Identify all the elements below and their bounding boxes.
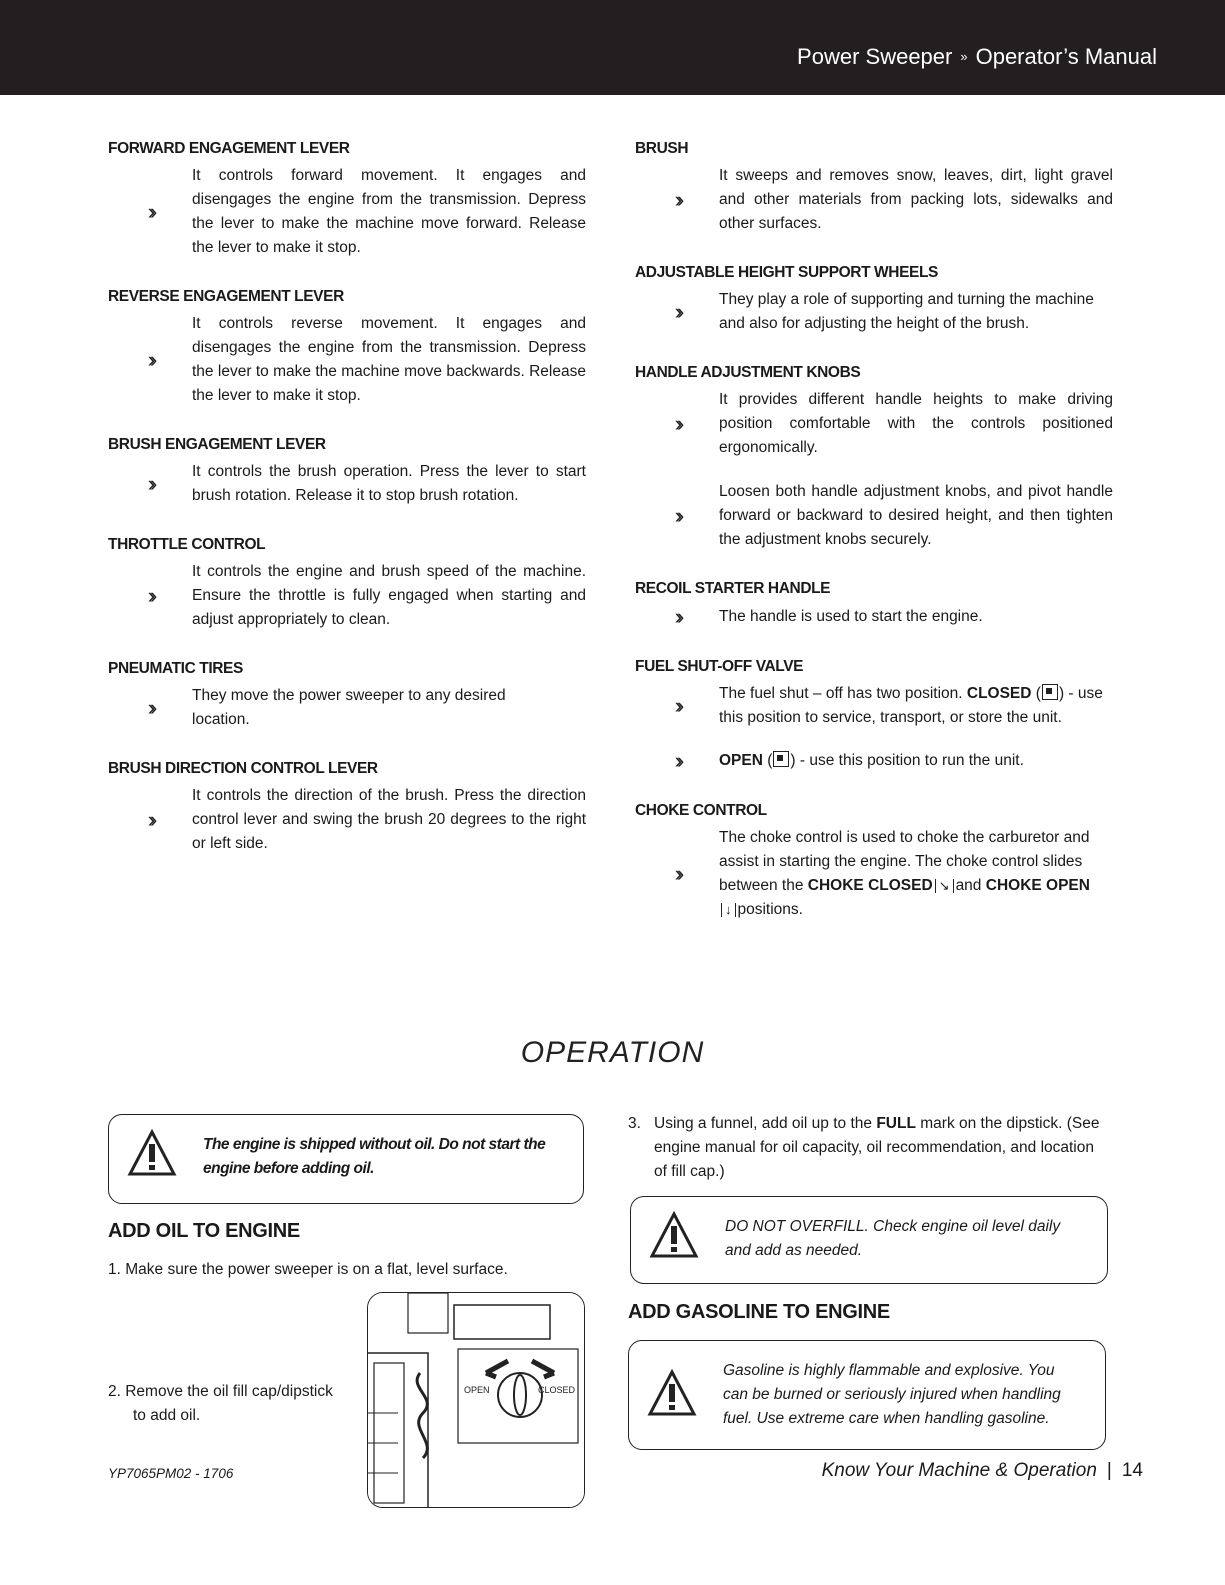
section-choke [635,802,1113,922]
list-item [635,388,1113,460]
left-column [108,140,586,866]
section-title: FUEL SHUT-OFF VALVE [635,658,804,675]
list-item [108,312,586,408]
page-header [0,0,1225,95]
figure-closed-label: CLOSED [538,1385,576,1395]
section-title: THROTTLE CONTROL [108,536,266,553]
choke-open-icon: ↓ [721,903,736,917]
chevron-icon: ›› [147,199,153,224]
list-item [108,560,586,632]
item-text: Loosen both handle adjustment knobs, and pivot handle forward or backward to desired height, and then tighten the adjustment knobs securely. [719,483,1113,548]
section-title: FORWARD ENGAGEMENT LEVER [108,140,350,157]
choke-closed-label: CHOKE CLOSED [807,877,933,894]
chevron-icon: ›› [147,807,153,832]
step-1: 1. Make sure the power sweeper is on a flat, level surface. [108,1261,508,1278]
list-item [635,164,1113,236]
valve-open-icon [773,751,789,767]
fuel-valve-illustration [368,1293,584,1507]
section-title: BRUSH DIRECTION CONTROL LEVER [108,760,378,777]
section-forward [108,140,586,260]
item-text: It sweeps and removes snow, leaves, dirt, light gravel and other materials from packing lots, sidewalks and other surfaces. [719,167,1113,232]
item-text: It controls the direction of the brush. Press the direction control lever and swing the brush 20 degrees to the right or left side. [192,787,586,852]
list-item [635,604,1113,630]
warning-icon [649,1211,699,1259]
list-item [108,164,586,260]
section-title: REVERSE ENGAGEMENT LEVER [108,288,344,305]
page-number: 14 [1121,1460,1143,1481]
closed-label: CLOSED [966,685,1032,702]
list-item [108,784,586,856]
warning-box-oil [108,1114,584,1204]
step-2: 2. Remove the oil fill cap/dipstick to add oil. [108,1383,333,1424]
chevron-icon: ›› [674,861,680,886]
chevron-icon: ›› [674,411,680,436]
list-item [635,682,1113,730]
warning-box-overfill [630,1196,1108,1284]
warning-icon [647,1369,697,1417]
section-tires [108,660,586,732]
list-item [108,460,586,508]
open-label: OPEN [719,752,763,769]
section-title: BRUSH ENGAGEMENT LEVER [108,436,326,453]
warning-text: The engine is shipped without oil. Do not start the engine before adding oil. [203,1136,546,1177]
chevron-icon: ›› [674,299,680,324]
section-title: CHOKE CONTROL [635,802,767,819]
chevron-icon: ›› [674,748,680,773]
section-handle-knobs [635,364,1113,552]
step-3: 3. Using a funnel, add oil up to the FULL mark on the dipstick. (See engine manual for oil capacity, oil recommendation, and location of fill cap.) [628,1115,1100,1180]
section-reverse [108,288,586,408]
item-text: It provides different handle heights to make driving position comfortable with the controls positioned ergonomically. [719,391,1113,456]
valve-closed-icon [1042,684,1058,700]
item-text: It controls the brush operation. Press the lever to start brush rotation. Release it to stop brush rotation. [192,463,586,504]
right-column [635,140,1113,932]
chevron-icon: ›› [674,693,680,718]
chevron-icon: ›› [674,503,680,528]
item-text: It controls the engine and brush speed of the machine. Ensure the throttle is fully engaged when starting and adjust appropriately to clean. [192,563,586,628]
list-item [635,480,1113,552]
item-text: It controls reverse movement. It engages and disengages the engine from the transmission. Depress the lever to make the machine move backwards. Release the lever to make it stop. [192,315,586,404]
item-text: It controls forward movement. It engages and disengages the engine from the transmission. Depress the lever to make the machine move forward. Release the lever to make it stop. [192,167,586,256]
section-brush-direction [108,760,586,856]
choke-open-label: CHOKE OPEN [985,877,1090,894]
item-text: The handle is used to start the engine. [719,608,983,625]
add-gasoline-heading: ADD GASOLINE TO ENGINE [628,1301,890,1323]
item-text: The choke control is used to choke the carburetor and assist in starting the engine. The choke control slides between the CHOKE CLOSED ↘ and CHOKE OPEN ↓ positions. [719,829,1090,918]
header-title [797,44,1157,70]
choke-closed-icon: ↘ [935,879,954,893]
fuel-valve-figure [367,1292,585,1508]
section-title: ADJUSTABLE HEIGHT SUPPORT WHEELS [635,264,938,281]
header-manual: Operator’s Manual [975,44,1157,69]
warning-box-gasoline [628,1340,1106,1450]
section-brush [635,140,1113,236]
header-separator: » [960,49,968,64]
item-text: The fuel shut – off has two position. CLOSED ( ) - use this position to service, transport, or store the unit. [719,685,1103,726]
header-product: Power Sweeper [797,44,953,69]
section-brush-engagement [108,436,586,508]
warning-text: Gasoline is highly flammable and explosive. You can be burned or seriously injured when handling fuel. Use extreme care when handling gasoline. [723,1362,1061,1427]
chevron-icon: ›› [674,604,680,629]
footer-section: Know Your Machine & Operation [821,1460,1097,1481]
list-item [108,684,586,732]
section-fuel-valve [635,658,1113,774]
list-item [635,748,1113,774]
chevron-icon: ›› [147,583,153,608]
item-text: OPEN ( ) - use this position to run the unit. [719,752,1024,769]
section-title: BRUSH [635,140,689,157]
document-code: YP7065PM02 - 1706 [108,1466,234,1481]
section-title: RECOIL STARTER HANDLE [635,580,831,597]
chevron-icon: ›› [147,347,153,372]
warning-icon [127,1129,177,1177]
chevron-icon: ›› [147,471,153,496]
list-item [635,826,1113,922]
section-title: HANDLE ADJUSTMENT KNOBS [635,364,861,381]
section-support-wheels [635,264,1113,336]
item-text: They move the power sweeper to any desired location. [192,687,506,728]
item-text: They play a role of supporting and turning the machine and also for adjusting the height of the brush. [719,291,1094,332]
page-footer: Know Your Machine & Operation | 14 [821,1460,1143,1481]
section-title: PNEUMATIC TIRES [108,660,243,677]
warning-text: DO NOT OVERFILL. Check engine oil level daily and add as needed. [725,1218,1061,1259]
operation-heading: OPERATION [520,1036,705,1069]
section-throttle [108,536,586,632]
chevron-icon: ›› [147,695,153,720]
figure-open-label: OPEN [464,1385,490,1395]
section-recoil [635,580,1113,630]
add-oil-heading: ADD OIL TO ENGINE [108,1220,300,1242]
list-item [635,288,1113,336]
chevron-icon: ›› [674,187,680,212]
